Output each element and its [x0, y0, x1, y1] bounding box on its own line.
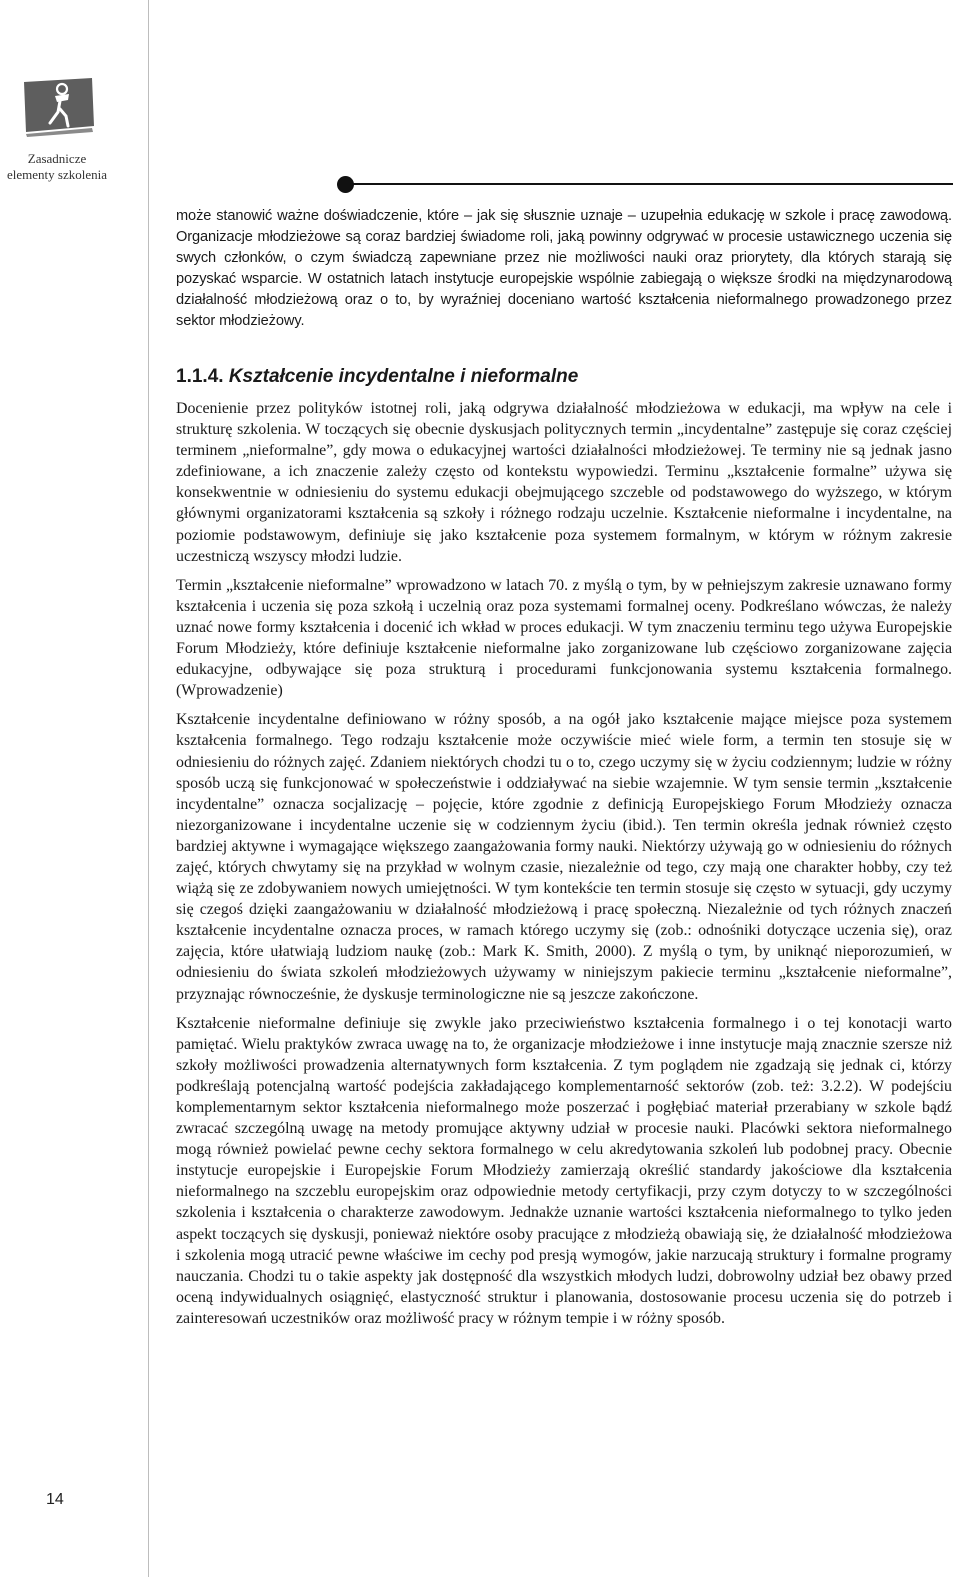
intro-paragraph: może stanowić ważne doświadczenie, które – jak się słusznie uznaje – uzupełnia edukację w szkole i pracę zawodową. Organizacje młodzieżowe są coraz bardziej świadome roli, jaką powinny odgrywać w procesie ustawicznego uczenia się swych członków, o czym świadczą zapewniane przez nie możliwości nauki oraz priorytety, dla których starają się pozyskać wsparcie. W ostatnich latach instytucje europejskie wspólnie zabiegają o większe środki na międzynarodową działalność młodzieżową oraz o to, by wyraźniej doceniano wartość kształcenia nieformalnego prowadzonego przez sektor młodzieżowy.: [176, 208, 952, 329]
section-caption: [0, 151, 114, 183]
main-content: [176, 206, 952, 1337]
header-rule: [337, 176, 953, 192]
header-rule-line: [345, 183, 953, 185]
section-title: Kształcenie incydentalne i nieformalne: [228, 366, 579, 387]
page-number: 14: [46, 1491, 64, 1508]
margin-rule: [148, 0, 149, 1577]
section-caption-line2: elementy szkolenia: [7, 167, 107, 182]
body-paragraph-2: Termin „kształcenie nieformalne” wprowadzono w latach 70. z myślą o tym, by w pełniejszym zakresie uznawano formy kształcenia i uczenia się poza szkołą i uczelnią oraz poza systemami formalnej oceny. Podkreślano wówczas, że należy uznać nowe formy kształcenia i docenić ich wkład w proces edukacji. W tym znaczeniu terminu tego używa Europejskie Forum Młodzieży, które definiuje kształcenie nieformalne jako zorganizowane lub częściowo zorganizowane zajęcia edukacyjne, odbywające się poza strukturą i procedurami funkcjonowania systemu kształcenia formalnego. (Wprowadzenie): [176, 576, 952, 700]
body-paragraph-3: Kształcenie incydentalne definiowano w różny sposób, a na ogół jako kształcenie mające miejsce poza systemem kształcenia formalnego. Tego rodzaju kształcenie może oczywiście mieć wiele form, a termin ten stosuje się w odniesieniu do różnych zajęć. Zdaniem niektórych chodzi tu o to, czego uczymy się w życiu codziennym; ludzie w różny sposób uczą się funkcjonować w społeczeństwie i oddziaływać na siebie wzajemnie. W tym sensie termin „kształcenie incydentalne” oznacza socjalizację – pojęcie, które zgodnie z definicją Europejskiego Forum Młodzieży oznacza niezorganizowane i incydentalne uczenie się w codziennym życiu (ibid.). Ten termin określa jednak również często bardziej aktywne i wymagające większego zaangażowania formy nauki. Niektórzy używają go w odniesieniu do różnych zajęć, których chwytamy się na przykład w wolnym czasie, niezależnie od tego, czy mają one charakter hobby, czy też wiążą się ze zdobywaniem nowych umiejętności. W tym kontekście ten termin stosuje się często w sytuacji, gdy uczymy się czegoś dzięki zaangażowaniu w działalność młodzieżową i pracę społeczną. Niezależnie od tych różnych znaczeń kształcenie incydentalne oznacza proces, w ramach którego uczymy się (zob.: odnośniki dotyczące uczenia się), oraz zajęcia, które ułatwiają ludziom naukę (zob.: Mark K. Smith, 2000). Z myślą o tym, by uniknąć nieporozumień, w odniesieniu do świata szkoleń młodzieżowych używamy w niniejszym pakiecie terminu „kształcenie nieformalne”, przyznając równocześnie, że dyskusje terminologiczne nie są jeszcze zakończone.: [176, 711, 952, 1003]
header-rule-dot: [337, 176, 354, 193]
person-with-ball-logo-icon: [22, 76, 96, 138]
section-caption-line1: Zasadnicze: [27, 151, 87, 166]
body-paragraph-1: Docenienie przez polityków istotnej roli, jaką odgrywa działalność młodzieżowa w edukacji, ma wpływ na cele i strukturę szkolenia. W toczących się obecnie dyskusjach politycznych termin „incydentalne” zastępuje się coraz częściej terminem „nieformalne”, gdy mowa o edukacyjnej wartości działalności młodzieżowej. Te terminy nie są jednak jasno zdefiniowane, a ich znaczenie zależy często od kontekstu wypowiedzi. Terminu „kształcenie formalne” używa się konsekwentnie w odniesieniu do systemu edukacji obejmującego szczeble od podstawowego do wyższego, w którym głównymi organizatorami kształcenia są szkoły i różnego rodzaju uczelnie. Kształcenie nieformalne i incydentalne, na poziomie podstawowym, definiuje się jako kształcenie poza systemem formalnym, w którym w różnym zakresie uczestniczą wszyscy młodzi ludzie.: [176, 400, 952, 565]
body-paragraph-4: Kształcenie nieformalne definiuje się zwykle jako przeciwieństwo kształcenia formalnego i o tej konotacji warto pamiętać. Wielu praktyków zwraca uwagę na to, że organizacje młodzieżowe i inne instytucje mają znacznie szersze niż szkoły możliwości prowadzenia alternatywnych form kształcenia. Z tym poglądem nie zgadzają się jednak ci, którzy podkreślają potencjalną wartość podejścia zakładającego komplementarność sektorów (zob. też: 3.2.2). W podejściu komplementarnym sektor kształcenia nieformalnego może poszerzać i pogłębiać materiał przerabiany w szkole bądź zwracać szczególną uwagę na metody promujące aktywny udział w procesie nauki. Placówki sektora nieformalnego mogą również powielać pewne cechy sektora formalnego w celu akredytowania szkoleń lub podobnej pracy. Obecnie instytucje europejskie i Europejskie Forum Młodzieży zamierzają określić standardy jakościowe dla kształcenia nieformalnego na szczeblu europejskim oraz odpowiednie metody certyfikacji, przy czym dotyczy to w szczególności szkolenia i kształcenia o charakterze zawodowym. Jednakże uznanie wartości kształcenia nieformalnego to tylko jeden aspekt toczących się dyskusji, ponieważ niektóre osoby pracujące z młodzieżą obawiają się, że działalność młodzieżowa i szkolenia mogą utracić pewne właściwe im cechy pod presją wymogów, jakie narzucają struktury i formalne programy nauczania. Chodzi tu o takie aspekty jak dostępność dla wszystkich młodych ludzi, dobrowolny udział bez obawy przed oceną indywidualnych osiągnięć, elastyczność struktur i planowania, dostosowanie procesu uczenia się do potrzeb i zainteresowań uczestników oraz możliwość pracy w różnym tempie i w różny sposób.: [176, 1014, 952, 1327]
section-number: 1.1.4.: [176, 366, 224, 387]
section-heading: [176, 365, 952, 389]
